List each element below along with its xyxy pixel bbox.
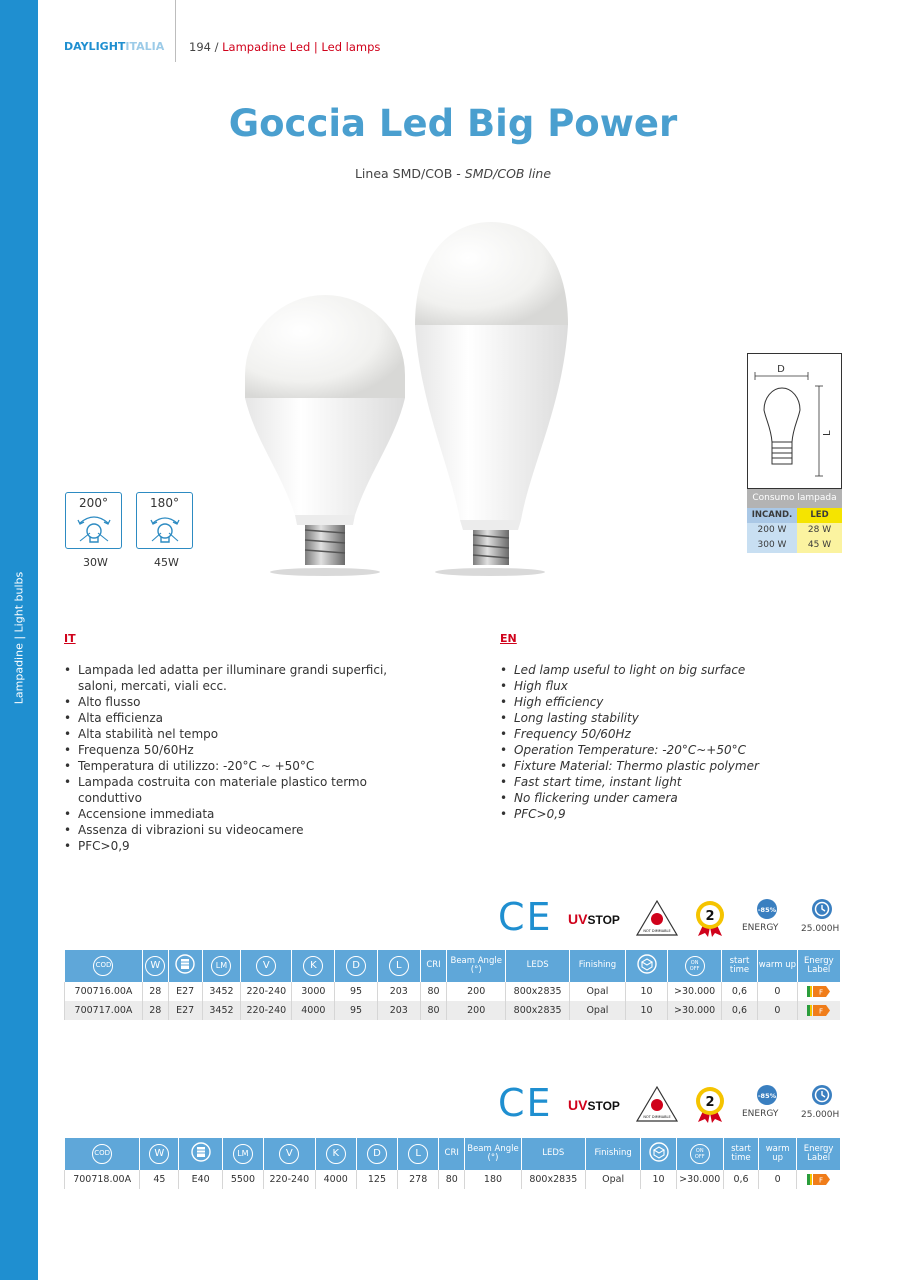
- bulb-angle-icon: [148, 511, 182, 547]
- page-title: Goccia Led Big Power: [228, 102, 678, 145]
- feature-item: • Alta stabilità nel tempo: [64, 726, 409, 742]
- warranty-years: 2: [705, 909, 715, 924]
- bulb-small: [245, 295, 405, 565]
- consumption-row: [747, 523, 842, 538]
- side-label: Lampadine | Light bulbs: [12, 571, 26, 705]
- socket-icon: [191, 1142, 211, 1162]
- col-code: [65, 950, 143, 982]
- cell-warm: 0: [759, 1170, 797, 1189]
- not-dimmable-icon: [635, 1085, 679, 1123]
- col-leds: LEDS: [521, 1138, 585, 1170]
- col-socket: [168, 950, 202, 982]
- kelvin-icon: K: [303, 956, 323, 976]
- on-off-icon: ON OFF: [690, 1144, 710, 1164]
- col-lumen: [222, 1138, 263, 1170]
- page-subtitle: [0, 166, 906, 181]
- bulb-outline-icon: [748, 354, 841, 488]
- cell-energy: [797, 1170, 840, 1189]
- ce-mark: CE: [498, 895, 553, 939]
- feature-item: • PFC>0,9: [500, 806, 840, 822]
- uvstop-logo-a: UV: [568, 911, 588, 927]
- not-dimmable-icon: [635, 899, 679, 937]
- cell-socket: E40: [179, 1170, 222, 1189]
- cell-pack: 10: [625, 982, 668, 1001]
- energy-saving-icon: [756, 898, 778, 920]
- length-icon: L: [408, 1144, 428, 1164]
- col-pack: [641, 1138, 676, 1170]
- cell-kelvin: 4000: [292, 1001, 335, 1020]
- feature-item: • Led lamp useful to light on big surface: [500, 662, 840, 678]
- socket-icon: [175, 954, 195, 974]
- lumen-icon: LM: [211, 956, 231, 976]
- package-icon: [649, 1142, 669, 1162]
- cell-lumen: 5500: [222, 1170, 263, 1189]
- lumen-icon: LM: [233, 1144, 253, 1164]
- col-kelvin: [315, 1138, 356, 1170]
- cell-lumen: 3452: [202, 982, 240, 1001]
- certification-strip: [498, 895, 848, 939]
- watt-icon: W: [149, 1144, 169, 1164]
- cell-kelvin: 4000: [315, 1170, 356, 1189]
- beam-angle-box-1: [65, 492, 122, 549]
- side-band: [0, 0, 38, 1280]
- cell-finishing: Opal: [585, 1170, 641, 1189]
- feature-item: • Accensione immediata: [64, 806, 409, 822]
- brand-logo: [64, 40, 164, 53]
- feature-item: • Frequenza 50/60Hz: [64, 742, 409, 758]
- incand-value: 200 W: [747, 523, 797, 538]
- cell-energy: [797, 1001, 840, 1020]
- incand-value: 300 W: [747, 538, 797, 553]
- brand-part-a: DAYLIGHT: [64, 40, 126, 53]
- volt-icon: V: [279, 1144, 299, 1164]
- code-icon: COD: [93, 956, 113, 976]
- energy-pct: -85%: [757, 1092, 777, 1100]
- feature-item: • Lampada led adatta per illuminare grandi superfici, saloni, mercati, viali ecc.: [64, 662, 409, 694]
- section-link[interactable]: Lampadine Led | Led lamps: [222, 40, 381, 54]
- cell-watt: 45: [140, 1170, 179, 1189]
- col-diameter: [356, 1138, 397, 1170]
- on-off-icon: ON OFF: [685, 956, 705, 976]
- col-warm: warm up: [758, 950, 798, 982]
- energy-label-icon: [807, 1005, 830, 1016]
- brand-part-b: ITALIA: [125, 40, 165, 53]
- feature-item: • High efficiency: [500, 694, 840, 710]
- warranty-badge-icon: [693, 1085, 727, 1123]
- package-icon: [637, 954, 657, 974]
- col-beam: Beam Angle (°): [465, 1138, 522, 1170]
- not-dimmable-text: NOT DIMMABLE: [643, 1115, 671, 1119]
- beam-angle-watt: 45W: [154, 556, 179, 569]
- consumption-table: [747, 489, 842, 553]
- kelvin-icon: K: [326, 1144, 346, 1164]
- table-row: [65, 1170, 841, 1189]
- cell-watt: 28: [142, 1001, 168, 1020]
- cell-finishing: Opal: [570, 982, 626, 1001]
- cell-code: 700717.00A: [65, 1001, 143, 1020]
- cell-cri: 80: [439, 1170, 465, 1189]
- cell-pack: 10: [641, 1170, 676, 1189]
- subtitle-it: Linea SMD/COB -: [354, 166, 465, 181]
- cell-lumen: 3452: [202, 1001, 240, 1020]
- col-led: LED: [797, 508, 842, 523]
- col-energy: Energy Label: [797, 1138, 840, 1170]
- breadcrumb: [189, 40, 380, 54]
- cell-length: 203: [377, 982, 420, 1001]
- diameter-icon: D: [367, 1144, 387, 1164]
- cell-kelvin: 3000: [292, 982, 335, 1001]
- col-socket: [179, 1138, 222, 1170]
- code-icon: COD: [92, 1144, 112, 1164]
- col-kelvin: [292, 950, 335, 982]
- dim-d-label: D: [777, 364, 785, 375]
- feature-item: • No flickering under camera: [500, 790, 840, 806]
- cell-leds: 800x2835: [506, 1001, 570, 1020]
- col-warm: warm up: [759, 1138, 797, 1170]
- lifetime-hours: 25.000H: [801, 924, 840, 934]
- feature-item: • Fixture Material: Thermo plastic polymer: [500, 758, 840, 774]
- cell-leds: 800x2835: [521, 1170, 585, 1189]
- feature-item: • Fast start time, instant light: [500, 774, 840, 790]
- cell-beam: 180: [465, 1170, 522, 1189]
- uvstop-logo-a: UV: [568, 1097, 588, 1113]
- cell-length: 278: [398, 1170, 439, 1189]
- feature-item: • PFC>0,9: [64, 838, 409, 854]
- col-code: [65, 1138, 140, 1170]
- beam-angle-box-2: [136, 492, 193, 549]
- energy-class: F: [819, 1176, 824, 1185]
- cell-code: 700718.00A: [65, 1170, 140, 1189]
- cell-watt: 28: [142, 982, 168, 1001]
- cell-socket: E27: [168, 1001, 202, 1020]
- warranty-badge-icon: [693, 899, 727, 937]
- cell-cycles: >30.000: [668, 982, 721, 1001]
- not-dimmable-text: NOT DIMMABLE: [643, 929, 671, 933]
- spec-table-2: [64, 1138, 840, 1189]
- bulb-large: [415, 222, 568, 565]
- lang-label-en: EN: [500, 632, 517, 645]
- cell-energy: [797, 982, 840, 1001]
- consumption-header: [747, 508, 842, 523]
- col-cri: CRI: [420, 950, 447, 982]
- col-cycles: [668, 950, 721, 982]
- cell-cri: 80: [420, 982, 447, 1001]
- volt-icon: V: [256, 956, 276, 976]
- feature-item: • Alto flusso: [64, 694, 409, 710]
- cell-warm: 0: [758, 982, 798, 1001]
- bulb-angle-icon: [77, 511, 111, 547]
- subtitle-en: SMD/COB line: [464, 166, 552, 181]
- energy-class: F: [819, 988, 824, 997]
- cell-start: 0,6: [721, 982, 757, 1001]
- consumption-title: Consumo lampada: [747, 489, 842, 508]
- features-list-it: [64, 662, 409, 854]
- features-list-en: [500, 662, 840, 822]
- watt-icon: W: [145, 956, 165, 976]
- uvstop-logo: [568, 911, 620, 927]
- feature-item: • Long lasting stability: [500, 710, 840, 726]
- energy-pct: -85%: [757, 906, 777, 914]
- col-length: [398, 1138, 439, 1170]
- energy-label: ENERGY: [742, 923, 779, 933]
- cell-finishing: Opal: [570, 1001, 626, 1020]
- cell-volt: 220-240: [264, 1170, 316, 1189]
- cell-diameter: 95: [335, 982, 378, 1001]
- ce-mark: CE: [498, 1081, 553, 1125]
- diameter-icon: D: [346, 956, 366, 976]
- dim-l-label: L: [822, 430, 833, 436]
- col-cycles: [676, 1138, 723, 1170]
- lifetime-clock-icon: [811, 1084, 833, 1106]
- feature-item: • Temperatura di utilizzo: -20°C ~ +50°C: [64, 758, 409, 774]
- lifetime-hours: 25.000H: [801, 1110, 840, 1120]
- energy-class: F: [819, 1007, 824, 1016]
- table-row: [65, 1001, 841, 1020]
- header-divider: [175, 0, 176, 62]
- beam-angle-value: 180°: [150, 496, 179, 510]
- col-start: start time: [721, 950, 757, 982]
- energy-saving-icon: [756, 1084, 778, 1106]
- cell-leds: 800x2835: [506, 982, 570, 1001]
- lang-label-it: IT: [64, 632, 76, 645]
- table-row: [65, 982, 841, 1001]
- feature-item: • Frequency 50/60Hz: [500, 726, 840, 742]
- led-value: 28 W: [797, 523, 842, 538]
- beam-angle-watt: 30W: [83, 556, 108, 569]
- col-start: start time: [723, 1138, 758, 1170]
- cell-diameter: 95: [335, 1001, 378, 1020]
- cell-beam: 200: [447, 982, 506, 1001]
- cell-cri: 80: [420, 1001, 447, 1020]
- uvstop-logo: [568, 1097, 620, 1113]
- uvstop-logo-b: STOP: [587, 913, 620, 927]
- product-image: [225, 215, 605, 585]
- cell-pack: 10: [625, 1001, 668, 1020]
- cell-start: 0,6: [723, 1170, 758, 1189]
- col-volt: [241, 950, 292, 982]
- col-length: [377, 950, 420, 982]
- warranty-years: 2: [705, 1095, 715, 1110]
- energy-label: ENERGY: [742, 1109, 779, 1119]
- feature-item: • Assenza di vibrazioni su videocamere: [64, 822, 409, 838]
- col-watt: [142, 950, 168, 982]
- spec-table-1: [64, 950, 840, 1020]
- col-beam: Beam Angle (°): [447, 950, 506, 982]
- certification-strip: [498, 1081, 848, 1125]
- uvstop-logo-b: STOP: [587, 1099, 620, 1113]
- cell-cycles: >30.000: [676, 1170, 723, 1189]
- feature-item: • High flux: [500, 678, 840, 694]
- page-number: 194 /: [189, 40, 223, 54]
- cell-socket: E27: [168, 982, 202, 1001]
- col-volt: [264, 1138, 316, 1170]
- feature-item: • Operation Temperature: -20°C~+50°C: [500, 742, 840, 758]
- col-lumen: [202, 950, 240, 982]
- length-icon: L: [389, 956, 409, 976]
- energy-label-icon: [807, 986, 830, 997]
- cell-volt: 220-240: [241, 982, 292, 1001]
- col-leds: LEDS: [506, 950, 570, 982]
- col-finishing: Finishing: [570, 950, 626, 982]
- cell-beam: 200: [447, 1001, 506, 1020]
- energy-label-icon: [807, 1174, 830, 1185]
- feature-item: • Lampada costruita con materiale plastico termo conduttivo: [64, 774, 409, 806]
- feature-item: • Alta efficienza: [64, 710, 409, 726]
- beam-angle-value: 200°: [79, 496, 108, 510]
- cell-cycles: >30.000: [668, 1001, 721, 1020]
- col-pack: [625, 950, 668, 982]
- col-watt: [140, 1138, 179, 1170]
- col-energy: Energy Label: [797, 950, 840, 982]
- col-diameter: [335, 950, 378, 982]
- cell-volt: 220-240: [241, 1001, 292, 1020]
- cell-diameter: 125: [356, 1170, 397, 1189]
- cell-code: 700716.00A: [65, 982, 143, 1001]
- lifetime-clock-icon: [811, 898, 833, 920]
- cell-start: 0,6: [721, 1001, 757, 1020]
- led-value: 45 W: [797, 538, 842, 553]
- col-finishing: Finishing: [585, 1138, 641, 1170]
- col-cri: CRI: [439, 1138, 465, 1170]
- col-incand: INCAND.: [747, 508, 797, 523]
- consumption-row: [747, 538, 842, 553]
- cell-length: 203: [377, 1001, 420, 1020]
- cell-warm: 0: [758, 1001, 798, 1020]
- dimension-drawing: [747, 353, 842, 489]
